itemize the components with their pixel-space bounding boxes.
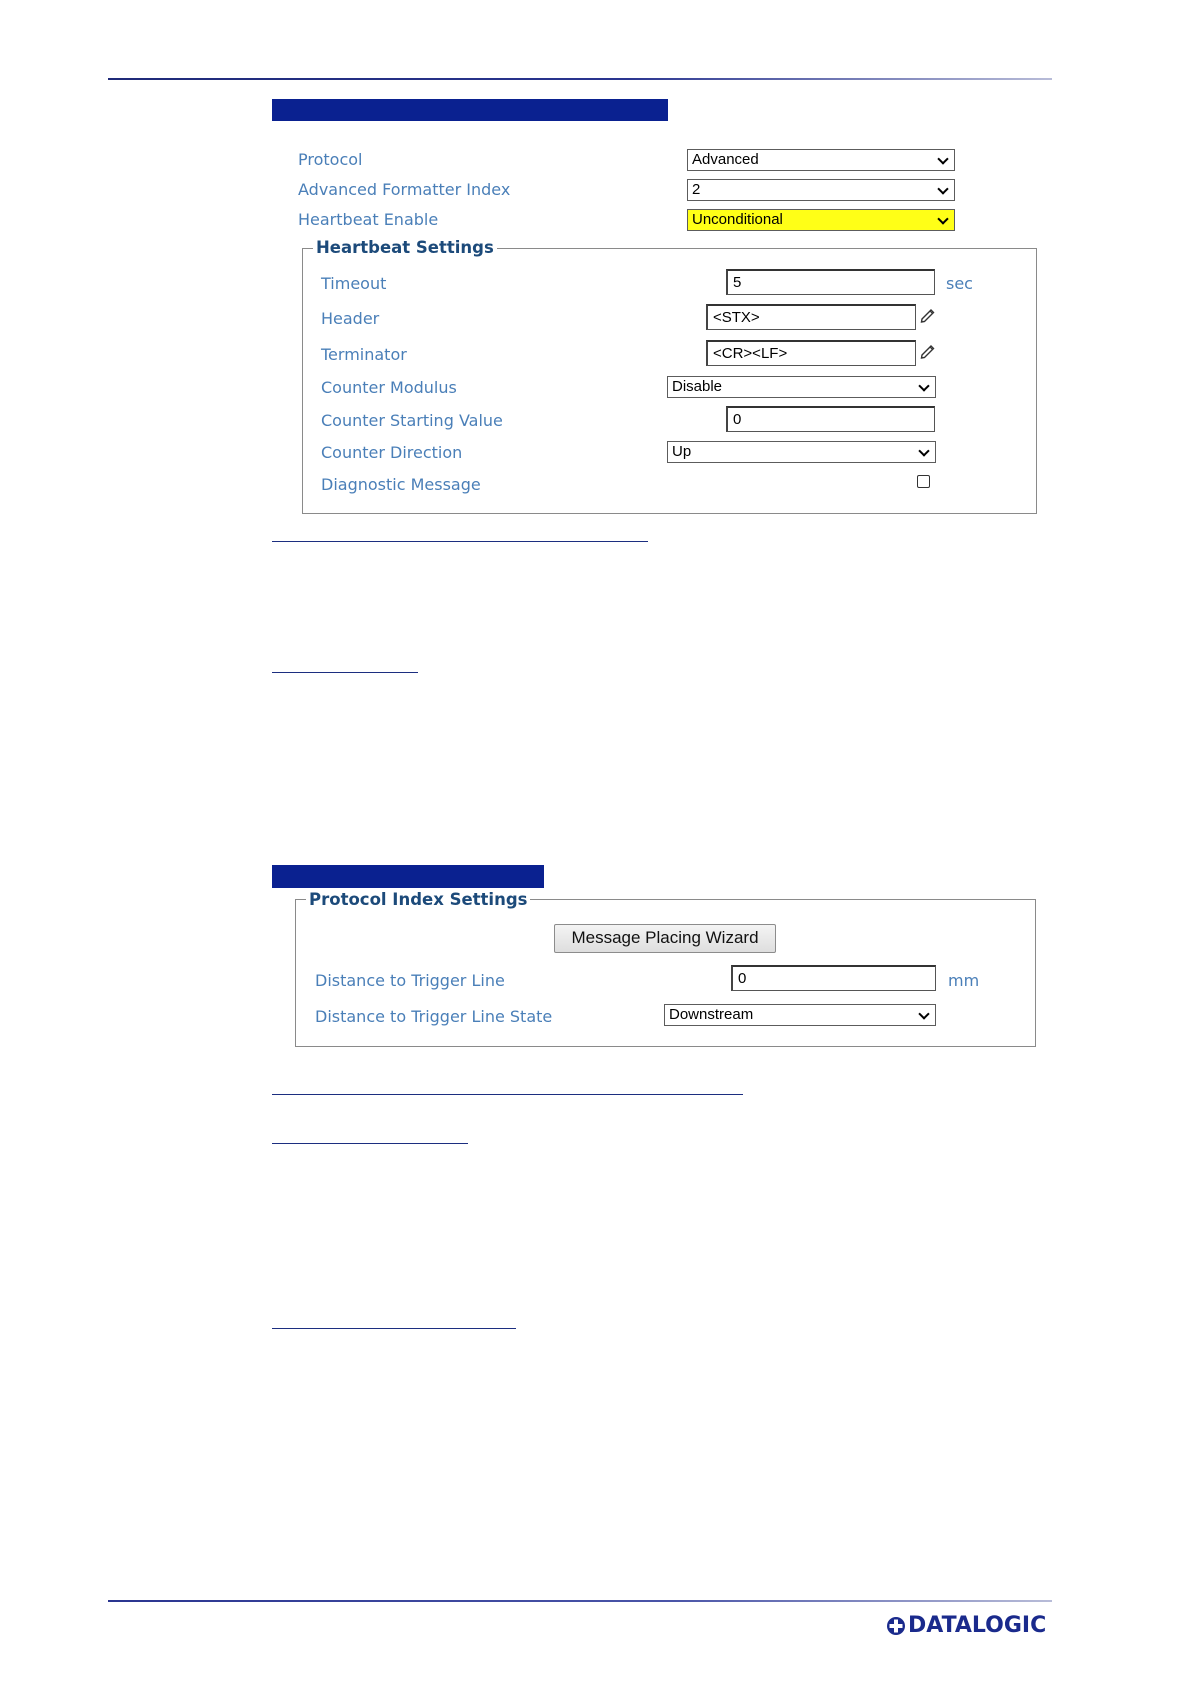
section-title-bar <box>272 865 544 888</box>
timeout-label: Timeout <box>321 274 387 293</box>
section-title-bar <box>272 99 668 121</box>
counter-start-label: Counter Starting Value <box>321 411 503 430</box>
counter-direction-value: Up <box>672 443 692 460</box>
underline-rule <box>272 1094 743 1095</box>
heartbeat-settings-legend: Heartbeat Settings <box>313 238 497 257</box>
header-rule <box>108 78 1052 80</box>
diagnostic-checkbox[interactable] <box>917 475 930 488</box>
chevron-down-icon <box>918 1008 929 1019</box>
heartbeat-enable-value: Unconditional <box>692 211 783 228</box>
formatter-index-select[interactable] <box>687 179 955 201</box>
diagnostic-label: Diagnostic Message <box>321 475 481 494</box>
underline-rule <box>272 672 418 673</box>
header-input[interactable]: <STX> <box>706 304 916 330</box>
terminator-label: Terminator <box>321 345 407 364</box>
distance-label: Distance to Trigger Line <box>315 971 505 990</box>
underline-rule <box>272 1328 516 1329</box>
protocol-index-legend: Protocol Index Settings <box>306 890 530 909</box>
formatter-index-value: 2 <box>692 181 701 198</box>
distance-unit: mm <box>948 971 980 990</box>
distance-state-value: Downstream <box>669 1006 754 1023</box>
counter-direction-label: Counter Direction <box>321 443 463 462</box>
counter-modulus-label: Counter Modulus <box>321 378 457 397</box>
timeout-input[interactable]: 5 <box>726 269 935 295</box>
heartbeat-enable-label: Heartbeat Enable <box>298 210 439 229</box>
counter-modulus-value: Disable <box>672 378 723 395</box>
counter-modulus-select[interactable] <box>667 376 936 398</box>
chevron-down-icon <box>937 183 948 194</box>
heartbeat-enable-select[interactable] <box>687 209 955 231</box>
chevron-down-icon <box>918 445 929 456</box>
underline-rule <box>272 1143 468 1144</box>
formatter-index-label: Advanced Formatter Index <box>298 180 511 199</box>
terminator-input[interactable]: <CR><LF> <box>706 340 916 366</box>
counter-direction-select[interactable] <box>667 441 936 463</box>
counter-start-input[interactable]: 0 <box>726 406 935 432</box>
protocol-select[interactable] <box>687 149 955 171</box>
header-label: Header <box>321 309 380 328</box>
datalogic-logo <box>886 1613 1054 1639</box>
pencil-icon[interactable] <box>919 306 937 324</box>
distance-state-label: Distance to Trigger Line State <box>315 1007 553 1026</box>
chevron-down-icon <box>937 153 948 164</box>
distance-state-select[interactable] <box>664 1004 936 1026</box>
protocol-value: Advanced <box>692 151 759 168</box>
message-placing-wizard-button[interactable]: Message Placing Wizard <box>554 924 776 953</box>
underline-rule <box>272 541 648 542</box>
chevron-down-icon <box>937 213 948 224</box>
timeout-unit: sec <box>946 274 973 293</box>
logo-text: DATALOGIC <box>908 1613 1047 1638</box>
footer-rule <box>108 1600 1052 1602</box>
chevron-down-icon <box>918 380 929 391</box>
protocol-label: Protocol <box>298 150 363 169</box>
distance-input[interactable]: 0 <box>731 965 936 991</box>
pencil-icon[interactable] <box>919 342 937 360</box>
logo-mark-icon <box>886 1616 906 1636</box>
